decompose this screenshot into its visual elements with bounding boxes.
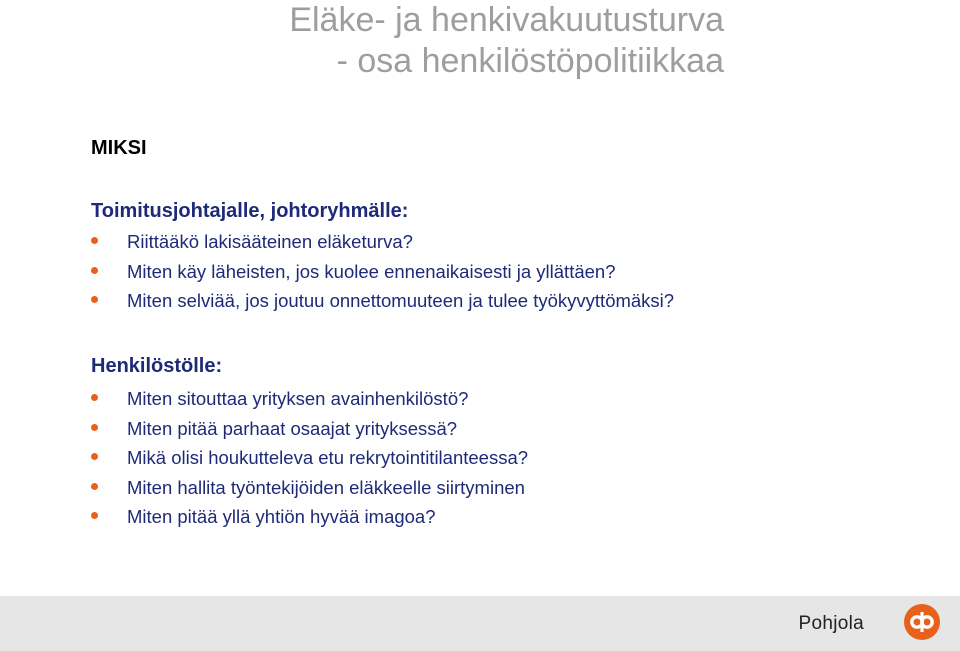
bullet-icon — [91, 394, 98, 401]
list-item-text: Mikä olisi houkutteleva etu rekrytointitilanteessa? — [127, 447, 529, 468]
list-item — [91, 414, 528, 444]
list-item-text: Miten hallita työntekijöiden eläkkeelle siirtyminen — [127, 476, 525, 498]
slide-title-line-1: Eläke- ja henkivakuutusturva — [289, 1, 724, 39]
bullet-icon — [91, 237, 98, 244]
section-heading-staff: Henkilöstölle: — [91, 355, 223, 377]
list-item-text: Miten sitouttaa yrityksen avainhenkilöstö? — [127, 388, 469, 409]
list-item — [91, 502, 528, 532]
list-item — [91, 443, 528, 473]
bullet-icon — [91, 483, 98, 490]
list-item — [91, 257, 674, 287]
list-item-text: Miten pitää yllä yhtiön hyvää imagoa? — [127, 506, 436, 527]
bullet-icon — [91, 267, 98, 274]
slide-title-line-2: - osa henkilöstöpolitiikkaa — [336, 42, 724, 80]
list-item-text: Miten selviää, jos joutuu onnettomuuteen ja tulee työkyvyttömäksi? — [127, 290, 675, 311]
footer-bar — [0, 596, 960, 651]
section-label: MIKSI — [91, 137, 147, 159]
list-item — [91, 227, 674, 257]
list-item — [91, 286, 674, 316]
list-item-text: Miten käy läheisten, jos kuolee ennenaikaisesti ja yllättäen? — [127, 260, 616, 282]
management-question-list — [91, 227, 674, 316]
staff-question-list — [91, 384, 528, 532]
section-heading-management: Toimitusjohtajalle, johtoryhmälle: — [91, 200, 409, 222]
brand-name: Pohjola — [798, 613, 864, 634]
list-item — [91, 473, 528, 503]
slide-title — [289, 0, 724, 82]
bullet-icon — [91, 512, 98, 519]
bullet-icon — [91, 424, 98, 431]
bullet-icon — [91, 296, 98, 303]
bullet-icon — [91, 453, 98, 460]
list-item-text: Riittääkö lakisääteinen eläketurva? — [127, 231, 413, 252]
list-item — [91, 384, 528, 414]
pohjola-logo-icon — [904, 604, 940, 640]
list-item-text: Miten pitää parhaat osaajat yrityksessä? — [127, 417, 458, 439]
